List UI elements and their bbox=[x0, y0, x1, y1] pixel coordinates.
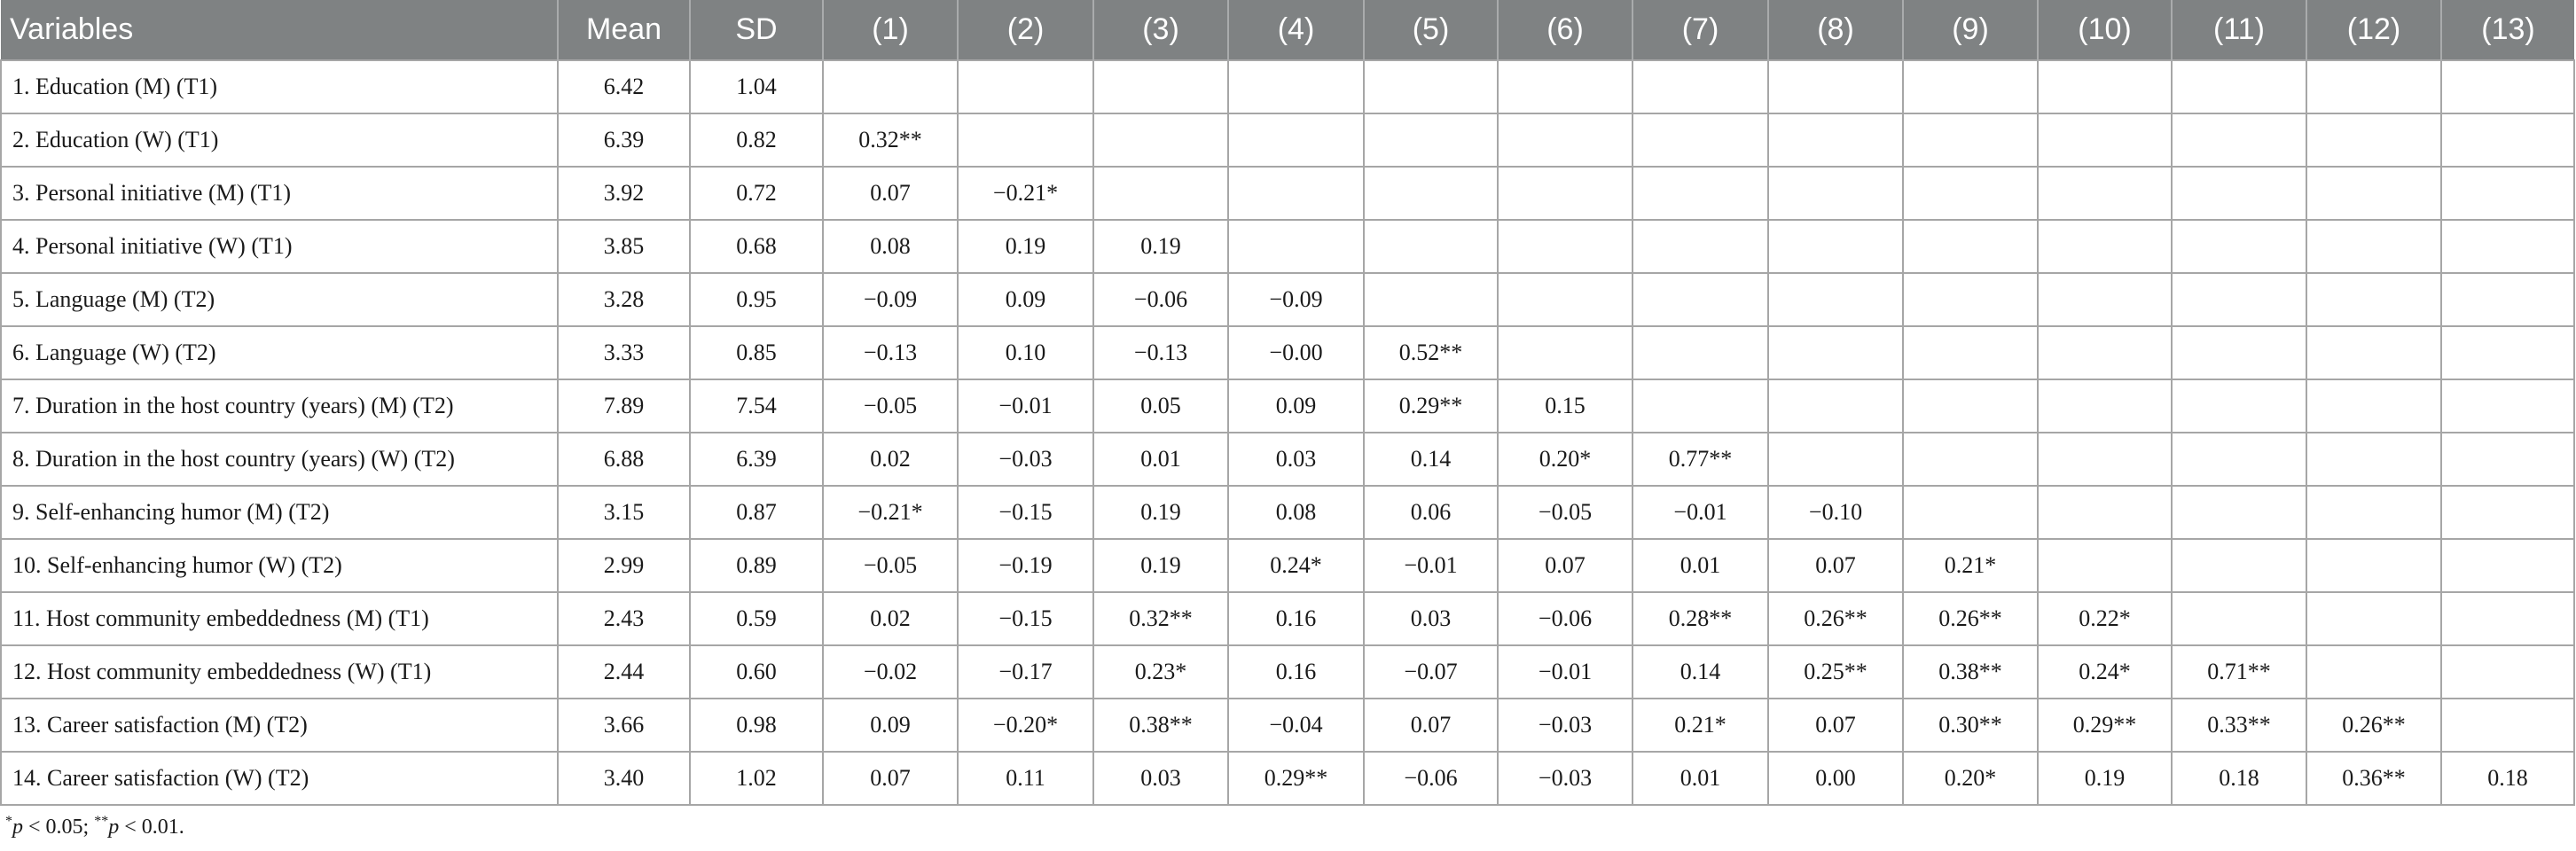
correlation-cell: −0.20* bbox=[958, 699, 1093, 752]
mean-cell: 3.85 bbox=[558, 220, 690, 273]
variable-name-cell: 9. Self-enhancing humor (M) (T2) bbox=[1, 486, 558, 539]
sd-cell: 0.85 bbox=[690, 326, 823, 379]
table-row bbox=[1, 645, 2574, 699]
correlation-cell bbox=[2172, 113, 2306, 167]
correlation-cell bbox=[1093, 60, 1228, 113]
correlation-cell: −0.00 bbox=[1228, 326, 1364, 379]
correlation-cell: 0.24* bbox=[2038, 645, 2172, 699]
footnote-p-1: p bbox=[12, 816, 23, 839]
sd-cell: 0.87 bbox=[690, 486, 823, 539]
correlation-cell: −0.05 bbox=[1498, 486, 1633, 539]
correlation-cell: 0.11 bbox=[958, 752, 1093, 805]
correlation-cell bbox=[1364, 113, 1498, 167]
correlation-cell: 0.10 bbox=[958, 326, 1093, 379]
correlation-cell: 0.38** bbox=[1903, 645, 2038, 699]
correlation-cell bbox=[2441, 645, 2574, 699]
correlation-cell bbox=[1228, 220, 1364, 273]
column-header: (11) bbox=[2172, 0, 2306, 60]
correlation-cell: 0.77** bbox=[1633, 433, 1768, 486]
correlation-cell: 0.21* bbox=[1633, 699, 1768, 752]
variable-name-cell: 11. Host community embeddedness (M) (T1) bbox=[1, 592, 558, 645]
correlation-cell: 0.19 bbox=[1093, 486, 1228, 539]
correlation-cell bbox=[1228, 167, 1364, 220]
correlation-cell bbox=[2306, 592, 2441, 645]
correlation-cell: 0.30** bbox=[1903, 699, 2038, 752]
correlation-cell: 0.29** bbox=[1364, 379, 1498, 433]
correlation-cell bbox=[1498, 60, 1633, 113]
correlation-cell bbox=[1364, 273, 1498, 326]
correlation-cell bbox=[2441, 60, 2574, 113]
correlation-cell: 0.01 bbox=[1093, 433, 1228, 486]
variable-name-cell: 14. Career satisfaction (W) (T2) bbox=[1, 752, 558, 805]
correlation-cell: −0.03 bbox=[1498, 699, 1633, 752]
correlation-cell: 0.14 bbox=[1364, 433, 1498, 486]
correlation-cell bbox=[2038, 539, 2172, 592]
correlation-cell bbox=[2306, 273, 2441, 326]
correlation-cell bbox=[1228, 113, 1364, 167]
correlation-cell: −0.21* bbox=[823, 486, 958, 539]
correlation-cell: −0.05 bbox=[823, 379, 958, 433]
correlation-cell bbox=[1903, 220, 2038, 273]
correlation-cell bbox=[1364, 167, 1498, 220]
variable-name-cell: 7. Duration in the host country (years) (M) (T2) bbox=[1, 379, 558, 433]
correlation-cell bbox=[2038, 486, 2172, 539]
correlation-cell bbox=[2038, 113, 2172, 167]
correlation-cell: 0.33** bbox=[2172, 699, 2306, 752]
correlation-cell bbox=[1498, 273, 1633, 326]
correlation-cell: −0.06 bbox=[1364, 752, 1498, 805]
correlation-cell: −0.13 bbox=[1093, 326, 1228, 379]
correlation-cell bbox=[2172, 220, 2306, 273]
correlation-cell: −0.09 bbox=[1228, 273, 1364, 326]
correlation-cell: 0.09 bbox=[1228, 379, 1364, 433]
sd-cell: 0.82 bbox=[690, 113, 823, 167]
correlation-cell bbox=[2441, 167, 2574, 220]
correlation-cell bbox=[1903, 273, 2038, 326]
correlation-cell: 0.16 bbox=[1228, 592, 1364, 645]
correlation-cell: 0.16 bbox=[1228, 645, 1364, 699]
table-row bbox=[1, 113, 2574, 167]
correlation-cell bbox=[1768, 113, 1903, 167]
correlation-cell bbox=[1633, 379, 1768, 433]
mean-cell: 2.44 bbox=[558, 645, 690, 699]
mean-cell: 3.33 bbox=[558, 326, 690, 379]
correlation-cell bbox=[2441, 326, 2574, 379]
mean-cell: 3.28 bbox=[558, 273, 690, 326]
correlation-cell bbox=[958, 113, 1093, 167]
correlation-cell bbox=[2441, 433, 2574, 486]
sd-cell: 0.68 bbox=[690, 220, 823, 273]
table-row bbox=[1, 592, 2574, 645]
correlation-cell bbox=[1768, 167, 1903, 220]
variable-name-cell: 13. Career satisfaction (M) (T2) bbox=[1, 699, 558, 752]
correlation-cell bbox=[1093, 113, 1228, 167]
mean-cell: 3.66 bbox=[558, 699, 690, 752]
correlation-cell bbox=[823, 60, 958, 113]
variable-name-cell: 10. Self-enhancing humor (W) (T2) bbox=[1, 539, 558, 592]
correlation-cell bbox=[1633, 167, 1768, 220]
correlation-cell bbox=[1768, 379, 1903, 433]
correlation-cell: 0.38** bbox=[1093, 699, 1228, 752]
column-header: SD bbox=[690, 0, 823, 60]
correlation-cell: 0.19 bbox=[1093, 220, 1228, 273]
correlation-cell: −0.13 bbox=[823, 326, 958, 379]
column-header: (7) bbox=[1633, 0, 1768, 60]
correlation-cell: 0.26** bbox=[2306, 699, 2441, 752]
mean-cell: 2.43 bbox=[558, 592, 690, 645]
significance-footnote bbox=[5, 814, 184, 839]
correlation-cell bbox=[2441, 273, 2574, 326]
correlation-cell bbox=[2172, 592, 2306, 645]
correlation-cell bbox=[2441, 113, 2574, 167]
correlation-cell bbox=[1903, 167, 2038, 220]
correlation-cell bbox=[2306, 433, 2441, 486]
correlation-cell: −0.07 bbox=[1364, 645, 1498, 699]
correlation-cell bbox=[1903, 486, 2038, 539]
correlation-cell bbox=[1768, 273, 1903, 326]
correlation-cell: −0.06 bbox=[1498, 592, 1633, 645]
correlation-cell bbox=[958, 60, 1093, 113]
sd-cell: 7.54 bbox=[690, 379, 823, 433]
correlation-cell bbox=[1498, 167, 1633, 220]
correlation-cell: −0.15 bbox=[958, 486, 1093, 539]
column-header: (5) bbox=[1364, 0, 1498, 60]
table-row bbox=[1, 539, 2574, 592]
correlation-cell bbox=[2441, 539, 2574, 592]
correlation-cell: 0.26** bbox=[1903, 592, 2038, 645]
footnote-text-1: < 0.05; bbox=[23, 816, 95, 839]
column-header: (6) bbox=[1498, 0, 1633, 60]
correlation-cell bbox=[2306, 326, 2441, 379]
mean-cell: 3.92 bbox=[558, 167, 690, 220]
correlation-cell bbox=[2172, 60, 2306, 113]
correlation-cell: 0.03 bbox=[1093, 752, 1228, 805]
footnote-marker-1: * bbox=[5, 814, 12, 829]
correlation-cell: 0.36** bbox=[2306, 752, 2441, 805]
correlation-cell: −0.01 bbox=[958, 379, 1093, 433]
correlation-cell: 0.06 bbox=[1364, 486, 1498, 539]
correlation-cell: 0.19 bbox=[958, 220, 1093, 273]
correlation-cell bbox=[1633, 273, 1768, 326]
correlation-cell bbox=[2172, 167, 2306, 220]
correlation-cell: −0.03 bbox=[1498, 752, 1633, 805]
column-header: (1) bbox=[823, 0, 958, 60]
correlation-cell bbox=[1633, 113, 1768, 167]
table-row bbox=[1, 752, 2574, 805]
column-header: (10) bbox=[2038, 0, 2172, 60]
correlation-cell: 0.20* bbox=[1498, 433, 1633, 486]
correlation-cell: 0.19 bbox=[1093, 539, 1228, 592]
sd-cell: 0.95 bbox=[690, 273, 823, 326]
sd-cell: 0.72 bbox=[690, 167, 823, 220]
sd-cell: 0.59 bbox=[690, 592, 823, 645]
table-row bbox=[1, 220, 2574, 273]
correlation-cell: 0.07 bbox=[823, 167, 958, 220]
correlation-cell: −0.19 bbox=[958, 539, 1093, 592]
table-row bbox=[1, 486, 2574, 539]
correlation-cell: 0.09 bbox=[958, 273, 1093, 326]
mean-cell: 6.88 bbox=[558, 433, 690, 486]
correlation-cell: 0.32** bbox=[823, 113, 958, 167]
variable-name-cell: 4. Personal initiative (W) (T1) bbox=[1, 220, 558, 273]
correlation-cell: −0.15 bbox=[958, 592, 1093, 645]
correlation-cell: 0.23* bbox=[1093, 645, 1228, 699]
correlation-cell: 0.19 bbox=[2038, 752, 2172, 805]
correlation-cell bbox=[2306, 539, 2441, 592]
correlation-cell: 0.01 bbox=[1633, 752, 1768, 805]
column-header: (12) bbox=[2306, 0, 2441, 60]
correlation-cell bbox=[1228, 60, 1364, 113]
correlation-cell: 0.26** bbox=[1768, 592, 1903, 645]
correlation-cell bbox=[2306, 60, 2441, 113]
variable-name-cell: 2. Education (W) (T1) bbox=[1, 113, 558, 167]
correlation-cell: 0.32** bbox=[1093, 592, 1228, 645]
correlation-cell: 0.09 bbox=[823, 699, 958, 752]
mean-cell: 7.89 bbox=[558, 379, 690, 433]
sd-cell: 1.04 bbox=[690, 60, 823, 113]
correlation-cell bbox=[2441, 379, 2574, 433]
correlation-cell bbox=[1633, 60, 1768, 113]
correlation-cell: 0.02 bbox=[823, 433, 958, 486]
correlation-cell bbox=[1768, 433, 1903, 486]
correlation-cell bbox=[2306, 486, 2441, 539]
correlation-cell: −0.21* bbox=[958, 167, 1093, 220]
correlation-cell bbox=[1093, 167, 1228, 220]
correlation-cell bbox=[2441, 699, 2574, 752]
correlation-cell bbox=[2038, 273, 2172, 326]
column-header-variables: Variables bbox=[1, 0, 558, 60]
correlation-cell bbox=[1903, 326, 2038, 379]
correlation-cell: 0.20* bbox=[1903, 752, 2038, 805]
correlation-cell bbox=[1903, 60, 2038, 113]
correlation-cell: 0.03 bbox=[1228, 433, 1364, 486]
correlation-cell: 0.05 bbox=[1093, 379, 1228, 433]
correlation-cell bbox=[1498, 326, 1633, 379]
correlation-cell bbox=[1364, 60, 1498, 113]
correlation-cell: −0.10 bbox=[1768, 486, 1903, 539]
variable-name-cell: 1. Education (M) (T1) bbox=[1, 60, 558, 113]
sd-cell: 1.02 bbox=[690, 752, 823, 805]
header-row bbox=[1, 0, 2574, 60]
correlation-cell: 0.22* bbox=[2038, 592, 2172, 645]
correlation-cell bbox=[2038, 167, 2172, 220]
correlation-cell: 0.29** bbox=[2038, 699, 2172, 752]
correlation-cell: 0.18 bbox=[2172, 752, 2306, 805]
correlation-cell bbox=[1633, 326, 1768, 379]
mean-cell: 6.42 bbox=[558, 60, 690, 113]
correlation-cell bbox=[2441, 592, 2574, 645]
correlation-cell bbox=[2038, 379, 2172, 433]
column-header: (3) bbox=[1093, 0, 1228, 60]
correlation-cell bbox=[2172, 433, 2306, 486]
mean-cell: 2.99 bbox=[558, 539, 690, 592]
mean-cell: 3.40 bbox=[558, 752, 690, 805]
correlation-cell: 0.07 bbox=[1768, 699, 1903, 752]
correlation-cell: 0.29** bbox=[1228, 752, 1364, 805]
correlation-cell bbox=[2038, 60, 2172, 113]
correlation-cell: −0.02 bbox=[823, 645, 958, 699]
column-header: (2) bbox=[958, 0, 1093, 60]
correlation-cell bbox=[2172, 326, 2306, 379]
correlation-cell: −0.01 bbox=[1364, 539, 1498, 592]
correlation-cell bbox=[2038, 220, 2172, 273]
variable-name-cell: 12. Host community embeddedness (W) (T1) bbox=[1, 645, 558, 699]
correlation-cell bbox=[2172, 273, 2306, 326]
correlation-cell: −0.03 bbox=[958, 433, 1093, 486]
correlation-cell: 0.24* bbox=[1228, 539, 1364, 592]
correlation-cell: −0.04 bbox=[1228, 699, 1364, 752]
correlation-cell bbox=[2172, 486, 2306, 539]
correlation-cell: 0.02 bbox=[823, 592, 958, 645]
correlation-cell bbox=[2306, 113, 2441, 167]
column-header: (9) bbox=[1903, 0, 2038, 60]
correlation-cell: −0.05 bbox=[823, 539, 958, 592]
column-header: (13) bbox=[2441, 0, 2574, 60]
correlation-cell: 0.25** bbox=[1768, 645, 1903, 699]
correlation-cell bbox=[2306, 220, 2441, 273]
correlation-cell: 0.71** bbox=[2172, 645, 2306, 699]
sd-cell: 0.98 bbox=[690, 699, 823, 752]
correlation-cell: 0.00 bbox=[1768, 752, 1903, 805]
correlation-cell: 0.07 bbox=[1364, 699, 1498, 752]
correlation-cell bbox=[2038, 326, 2172, 379]
mean-cell: 3.15 bbox=[558, 486, 690, 539]
correlation-cell: −0.01 bbox=[1498, 645, 1633, 699]
variable-name-cell: 8. Duration in the host country (years) (W) (T2) bbox=[1, 433, 558, 486]
variable-name-cell: 5. Language (M) (T2) bbox=[1, 273, 558, 326]
correlation-cell bbox=[1498, 113, 1633, 167]
sd-cell: 6.39 bbox=[690, 433, 823, 486]
footnote-text-2: < 0.01. bbox=[119, 816, 184, 839]
correlation-cell bbox=[1768, 60, 1903, 113]
correlation-cell bbox=[2306, 167, 2441, 220]
correlation-cell bbox=[2172, 539, 2306, 592]
variable-name-cell: 3. Personal initiative (M) (T1) bbox=[1, 167, 558, 220]
correlation-cell: 0.21* bbox=[1903, 539, 2038, 592]
correlation-cell bbox=[1903, 379, 2038, 433]
table-row bbox=[1, 379, 2574, 433]
correlation-cell: 0.07 bbox=[823, 752, 958, 805]
correlation-cell bbox=[1364, 220, 1498, 273]
correlation-cell: 0.03 bbox=[1364, 592, 1498, 645]
correlation-cell bbox=[2306, 379, 2441, 433]
column-header: (8) bbox=[1768, 0, 1903, 60]
correlation-cell bbox=[1633, 220, 1768, 273]
footnote-marker-2: ** bbox=[94, 814, 109, 829]
table-header bbox=[1, 0, 2574, 60]
correlation-cell: −0.17 bbox=[958, 645, 1093, 699]
correlation-cell bbox=[1768, 220, 1903, 273]
correlation-cell bbox=[2172, 379, 2306, 433]
correlation-cell: 0.08 bbox=[1228, 486, 1364, 539]
column-header: Mean bbox=[558, 0, 690, 60]
correlation-cell: −0.09 bbox=[823, 273, 958, 326]
table-row bbox=[1, 433, 2574, 486]
correlation-cell: 0.07 bbox=[1768, 539, 1903, 592]
table-row bbox=[1, 167, 2574, 220]
correlation-cell bbox=[2441, 220, 2574, 273]
correlation-cell bbox=[1768, 326, 1903, 379]
correlation-cell bbox=[2306, 645, 2441, 699]
correlation-cell bbox=[1903, 433, 2038, 486]
correlation-cell: 0.28** bbox=[1633, 592, 1768, 645]
table-row bbox=[1, 60, 2574, 113]
correlation-cell: −0.06 bbox=[1093, 273, 1228, 326]
table-row bbox=[1, 699, 2574, 752]
correlation-cell bbox=[1903, 113, 2038, 167]
correlation-cell: 0.01 bbox=[1633, 539, 1768, 592]
table-row bbox=[1, 273, 2574, 326]
sd-cell: 0.60 bbox=[690, 645, 823, 699]
table-body bbox=[1, 60, 2574, 805]
correlation-cell bbox=[2441, 486, 2574, 539]
correlation-cell: 0.08 bbox=[823, 220, 958, 273]
correlation-cell: 0.15 bbox=[1498, 379, 1633, 433]
footnote-p-2: p bbox=[108, 816, 120, 839]
correlation-cell: 0.14 bbox=[1633, 645, 1768, 699]
table-row bbox=[1, 326, 2574, 379]
column-header: (4) bbox=[1228, 0, 1364, 60]
sd-cell: 0.89 bbox=[690, 539, 823, 592]
variable-name-cell: 6. Language (W) (T2) bbox=[1, 326, 558, 379]
correlation-cell: 0.07 bbox=[1498, 539, 1633, 592]
correlation-cell: 0.52** bbox=[1364, 326, 1498, 379]
correlation-cell bbox=[2038, 433, 2172, 486]
correlation-cell: 0.18 bbox=[2441, 752, 2574, 805]
correlation-cell bbox=[1498, 220, 1633, 273]
mean-cell: 6.39 bbox=[558, 113, 690, 167]
correlation-cell: −0.01 bbox=[1633, 486, 1768, 539]
